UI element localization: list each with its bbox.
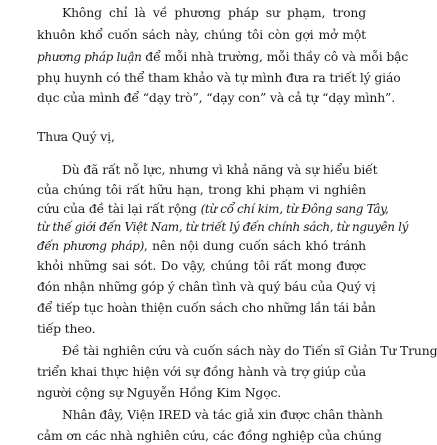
text-line: để tiếp tục hoàn thiện cuốn sách cho những lần tái bản	[37, 300, 376, 315]
text-line: phụ huynh có thể tham khảo và tự mình đưa ra triết lý giáo	[37, 70, 401, 85]
text-line: của chúng tôi rất hữu hạn, trong khi phạm vi nghiên	[37, 182, 366, 197]
text-line: Không chỉ là về phương pháp sư phạm, trong	[62, 5, 366, 20]
text-run: , nên nội dung cuốn sách khó tránh	[143, 238, 366, 253]
text-line: Dù đã rất nỗ lực, nhưng vì khả năng và sự hiểu biết	[62, 162, 378, 177]
text-line: người cộng sự Nguyễn Hồng Kim Ngọc.	[37, 385, 282, 400]
text-line: khỏi những sai sót. Do vậy, chúng tôi rất mong được	[37, 258, 366, 273]
text-line: cảm ơn các nhà nghiên cứu, các đồng nghiệp của chúng	[37, 428, 382, 443]
italic-phrase: (từ cổ chí kim, từ Đông sang Tây,	[200, 202, 389, 216]
text-line: tiếp theo.	[37, 321, 96, 336]
text-line	[37, 217, 409, 236]
text-line	[37, 47, 409, 66]
text-line: dục của mình để “dạy trò”, “dạy con” và cả tự “dạy mình”.	[37, 90, 396, 105]
text-line	[37, 236, 366, 255]
italic-phrase: từ thế giới đến Việt Nam, từ triết lý đến chính sách, từ nguyên lý	[37, 220, 409, 234]
italic-phrase: đến phương pháp)	[37, 239, 144, 253]
italic-phrase: phương pháp luận	[37, 50, 142, 64]
text-line: Nhân đây, Viện IRED và tác giả xin được chân thành	[62, 407, 383, 422]
text-line: đón nhận những góp ý chân tình và quý báu của Quý vị	[37, 279, 376, 294]
text-run: để mỗi nhà trường, mỗi thầy cô và mỗi bậc	[141, 49, 409, 64]
text-line: khuôn khổ cuốn sách này, chúng tôi còn gợi mở một	[37, 27, 366, 42]
text-line: Đề tài nghiên cứu và cuốn sách này do Tiến sĩ Giản Tư Trung	[62, 343, 437, 358]
text-run: cứu của đề tài lại rất rộng	[37, 201, 201, 216]
text-line	[37, 199, 389, 218]
text-line: triển khai thực hiện với sự đồng hành và trợ giúp của	[37, 364, 366, 379]
salutation-text: Thưa Quý vị,	[37, 129, 115, 144]
